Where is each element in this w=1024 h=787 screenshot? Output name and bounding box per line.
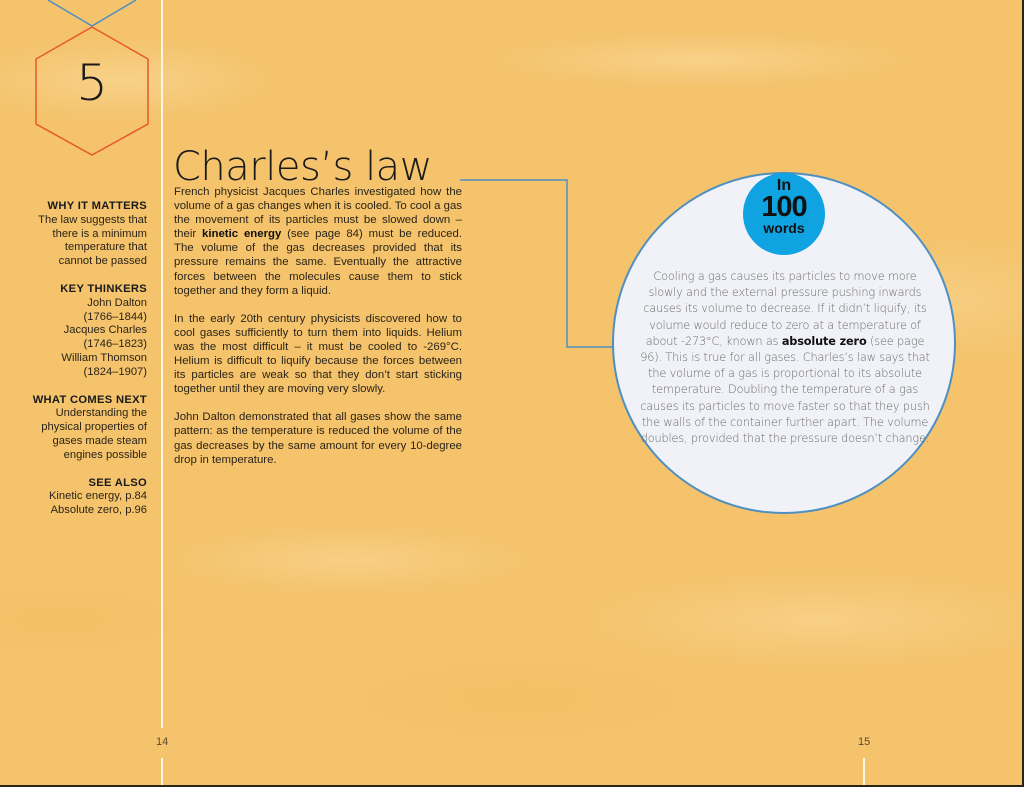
why-it-matters-section xyxy=(10,200,147,269)
sidebar-text: Understanding the xyxy=(55,407,147,420)
sidebar-text: physical properties of xyxy=(41,421,147,434)
sidebar-text: engines possible xyxy=(63,448,147,461)
thinker-name: Jacques Charles xyxy=(63,324,147,337)
kinetic-energy-term: kinetic energy xyxy=(202,228,282,241)
body-text-run: French physicist Jacques Charles investigated how the volume of a gas changes when it is cooled. To cool a gas the movement of its particles must be slowed down – their xyxy=(174,186,462,241)
see-also-link-kinetic-energy: Kinetic energy, p.84 xyxy=(48,490,147,503)
key-thinkers-section xyxy=(10,283,147,380)
what-comes-next-section xyxy=(10,394,147,463)
left-column-divider xyxy=(161,0,163,728)
badge-top-text: In xyxy=(776,177,792,194)
sidebar-text: cannot be passed xyxy=(58,255,147,268)
thinker-dates: (1824–1907) xyxy=(83,365,147,378)
thinker-dates: (1746–1823) xyxy=(83,338,147,351)
body-text-run: (see page 84) must be reduced. The volume of the gas decreases provided that its pressure remains the same. Eventually the attractive forces between the molecules cause them to stick together and they form a liquid. xyxy=(174,228,462,297)
in-100-words-badge xyxy=(743,173,825,255)
left-column-divider-bottom xyxy=(161,758,163,787)
summary-text-run: (see page 96). This is true for all gases. Charles’s law says that the volume of a gas is proportional to its absolute temperature. Doubling the temperature of a gas causes its particles to move faster so that they push the walls of the container further apart. The volume doubles, provided that the pressure doesn’t change. xyxy=(640,334,930,446)
sidebar-text: gases made steam xyxy=(52,434,147,447)
badge-bottom-text: words xyxy=(763,220,805,236)
body-text xyxy=(174,185,462,481)
sidebar-text: The law suggests that xyxy=(38,213,147,226)
sidebar-text: there is a minimum xyxy=(52,227,147,240)
page-number-right: 15 xyxy=(858,736,871,748)
page-title: Charles’s law xyxy=(173,144,432,190)
absolute-zero-term: absolute zero xyxy=(781,334,867,348)
chapter-number: 5 xyxy=(76,54,108,112)
sidebar-text: temperature that xyxy=(64,241,147,254)
thinker-name: William Thomson xyxy=(61,351,147,364)
summary-text xyxy=(640,269,930,447)
page-number-left: 14 xyxy=(156,736,169,748)
summary-text-run: Cooling a gas causes its particles to move more slowly and the external pressure pushing inwards causes its volume to decrease. If it didn’t liquify, its volume would reduce to zero at a temperature of about -273°C, known as xyxy=(643,270,927,348)
body-paragraph-3: John Dalton demonstrated that all gases show the same pattern: as the temperature is reduced the volume of the gas decreases by the same amount for every 10-degree drop in temperature. xyxy=(174,411,462,466)
key-thinkers-heading: KEY THINKERS xyxy=(60,282,147,295)
right-page-marker-line xyxy=(863,758,865,787)
why-it-matters-heading: WHY IT MATTERS xyxy=(47,200,147,212)
see-also-heading: SEE ALSO xyxy=(88,476,147,489)
body-paragraph-2: In the early 20th century physicists discovered how to cool gases sufficiently to turn them into liquids. Helium was the most difficult – it must be cooled to -269°C. Helium is difficult to liquify because the forces between its particles are weak so that they don’t start sticking together until they are moving very slowly. xyxy=(174,312,462,396)
badge-number: 100 xyxy=(761,191,807,223)
thinker-name: John Dalton xyxy=(87,296,147,309)
body-paragraph-1 xyxy=(174,185,462,298)
thinker-dates: (1766–1844) xyxy=(83,310,147,323)
what-comes-next-heading: WHAT COMES NEXT xyxy=(32,393,147,406)
see-also-section xyxy=(10,477,147,518)
sidebar xyxy=(10,200,147,532)
see-also-link-absolute-zero: Absolute zero, p.96 xyxy=(50,504,147,517)
